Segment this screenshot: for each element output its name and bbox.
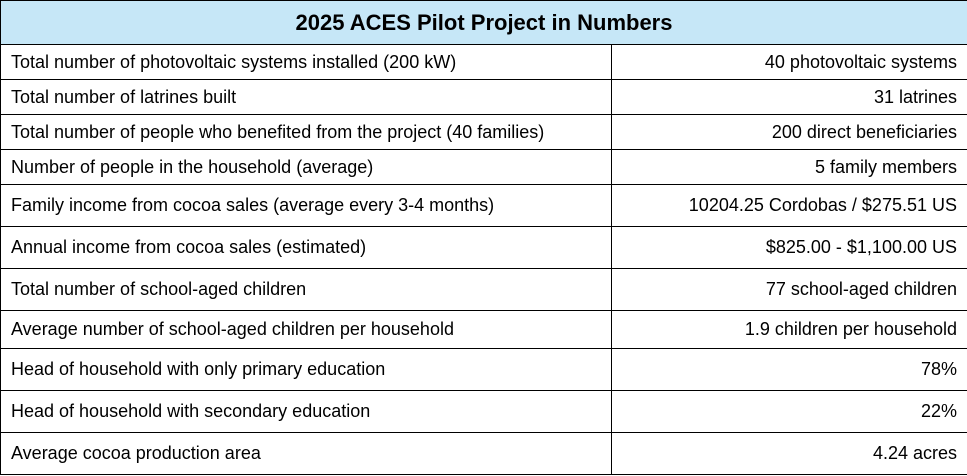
row-label: Head of household with only primary education <box>1 349 612 391</box>
table-title: 2025 ACES Pilot Project in Numbers <box>1 1 967 45</box>
row-label: Average cocoa production area <box>1 433 612 475</box>
row-value: 31 latrines <box>612 80 967 115</box>
row-value: $825.00 - $1,100.00 US <box>612 227 967 269</box>
table-row <box>1 269 967 311</box>
table-row <box>1 227 967 269</box>
table-row <box>1 150 967 185</box>
table-row <box>1 311 967 349</box>
row-value: 5 family members <box>612 150 967 185</box>
table-row <box>1 433 967 475</box>
row-label: Head of household with secondary education <box>1 391 612 433</box>
row-label: Total number of people who benefited from the project (40 families) <box>1 115 612 150</box>
row-value: 77 school-aged children <box>612 269 967 311</box>
title-row <box>1 1 967 45</box>
row-label: Annual income from cocoa sales (estimated) <box>1 227 612 269</box>
row-value: 1.9 children per household <box>612 311 967 349</box>
row-value: 4.24 acres <box>612 433 967 475</box>
table-row <box>1 80 967 115</box>
row-label: Average number of school-aged children per household <box>1 311 612 349</box>
row-label: Total number of photovoltaic systems installed (200 kW) <box>1 45 612 80</box>
table-row <box>1 391 967 433</box>
row-value: 78% <box>612 349 967 391</box>
row-value: 200 direct beneficiaries <box>612 115 967 150</box>
table-row <box>1 45 967 80</box>
row-value: 40 photovoltaic systems <box>612 45 967 80</box>
table-row <box>1 349 967 391</box>
row-label: Family income from cocoa sales (average every 3-4 months) <box>1 185 612 227</box>
row-label: Number of people in the household (average) <box>1 150 612 185</box>
row-label: Total number of school-aged children <box>1 269 612 311</box>
row-value: 22% <box>612 391 967 433</box>
table-row <box>1 185 967 227</box>
row-label: Total number of latrines built <box>1 80 612 115</box>
table-row <box>1 115 967 150</box>
row-value: 10204.25 Cordobas / $275.51 US <box>612 185 967 227</box>
